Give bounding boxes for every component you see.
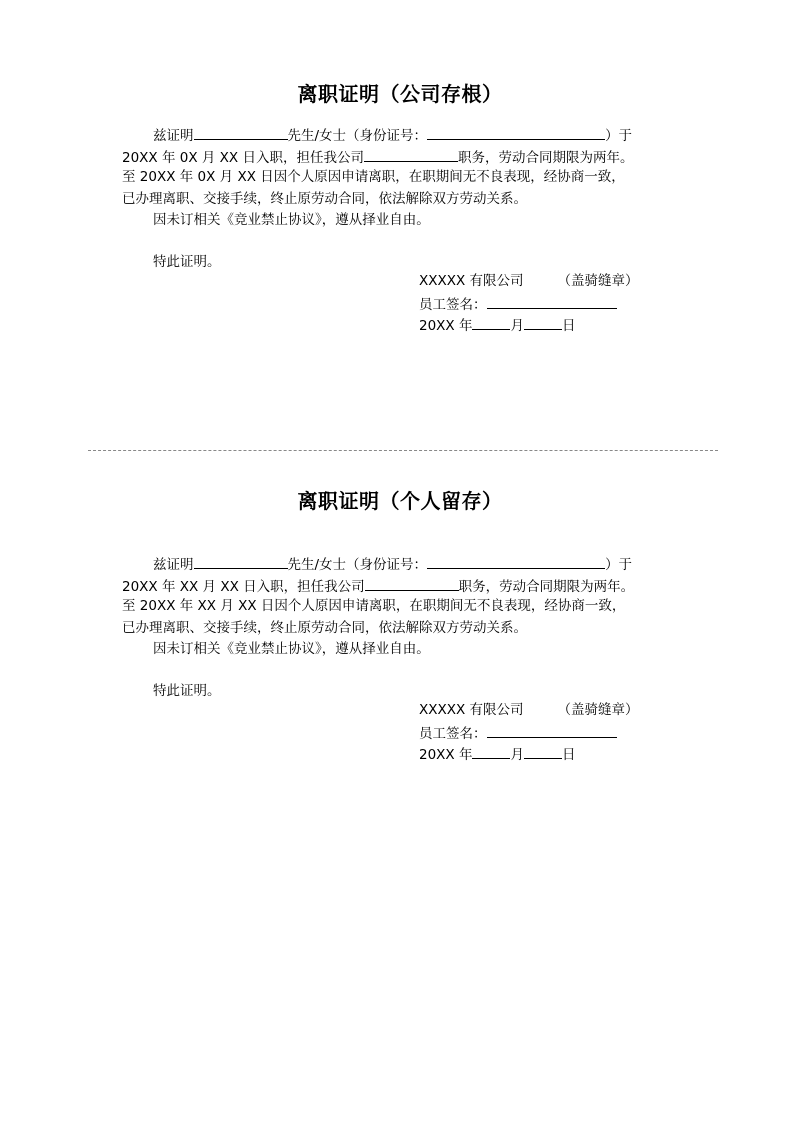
closing-text: 特此证明。 [153, 253, 221, 270]
day-blank [524, 743, 562, 759]
personal-copy-signature [419, 700, 639, 765]
name-blank [194, 124, 288, 140]
closing-text: 特此证明。 [153, 682, 221, 699]
employee-sign-blank [487, 722, 617, 738]
body-line-4: 已办理离职、交接手续，终止原劳动合同，依法解除双方劳动关系。 [122, 190, 527, 207]
company-name: XXXXX 有限公司 [419, 702, 524, 718]
company-line [419, 271, 639, 293]
date-line: 20XX 年 月 日 [419, 314, 639, 336]
id-number-blank [427, 553, 605, 569]
body-line-2: 20XX 年 XX 月 XX 日入职，担任我公司 职务，劳动合同期限为两年。 [122, 575, 688, 597]
employee-sign-line: 员工签名： [419, 293, 639, 315]
company-copy-signature [419, 271, 639, 336]
id-number-blank [427, 124, 605, 140]
body-line-1: 兹证明 先生/女士（身份证号： ）于 [122, 124, 688, 146]
month-blank [472, 314, 510, 330]
body-line-1: 兹证明 先生/女士（身份证号： ）于 [122, 553, 688, 575]
seal-note: （盖骑缝章） [557, 702, 639, 718]
name-blank [194, 553, 288, 569]
personal-copy-body [122, 553, 688, 702]
body-line-5: 因未订相关《竞业禁止协议》，遵从择业自由。 [153, 212, 430, 228]
personal-copy-title: 离职证明（个人留存） [297, 489, 503, 513]
date-line: 20XX 年 月 日 [419, 743, 639, 765]
seal-note: （盖骑缝章） [557, 273, 639, 289]
company-name: XXXXX 有限公司 [419, 273, 524, 289]
company-line [419, 700, 639, 722]
body-line-3: 至 20XX 年 0X 月 XX 日因个人原因申请离职，在职期间无不良表现，经协商一致， [122, 169, 625, 185]
day-blank [524, 314, 562, 330]
body-line-2: 20XX 年 0X 月 XX 日入职，担任我公司 职务，劳动合同期限为两年。 [122, 146, 688, 168]
cut-line-divider [88, 450, 718, 451]
company-copy-body [122, 124, 688, 273]
company-copy-title: 离职证明（公司存根） [297, 82, 503, 106]
position-blank [365, 575, 459, 591]
body-line-3: 至 20XX 年 XX 月 XX 日因个人原因申请离职，在职期间无不良表现，经协商一致， [122, 598, 626, 614]
position-blank [364, 146, 458, 162]
body-line-4: 已办理离职、交接手续，终止原劳动合同，依法解除双方劳动关系。 [122, 619, 527, 636]
employee-sign-line: 员工签名： [419, 722, 639, 744]
employee-sign-blank [487, 293, 617, 309]
month-blank [472, 743, 510, 759]
body-line-5: 因未订相关《竞业禁止协议》，遵从择业自由。 [153, 641, 430, 657]
